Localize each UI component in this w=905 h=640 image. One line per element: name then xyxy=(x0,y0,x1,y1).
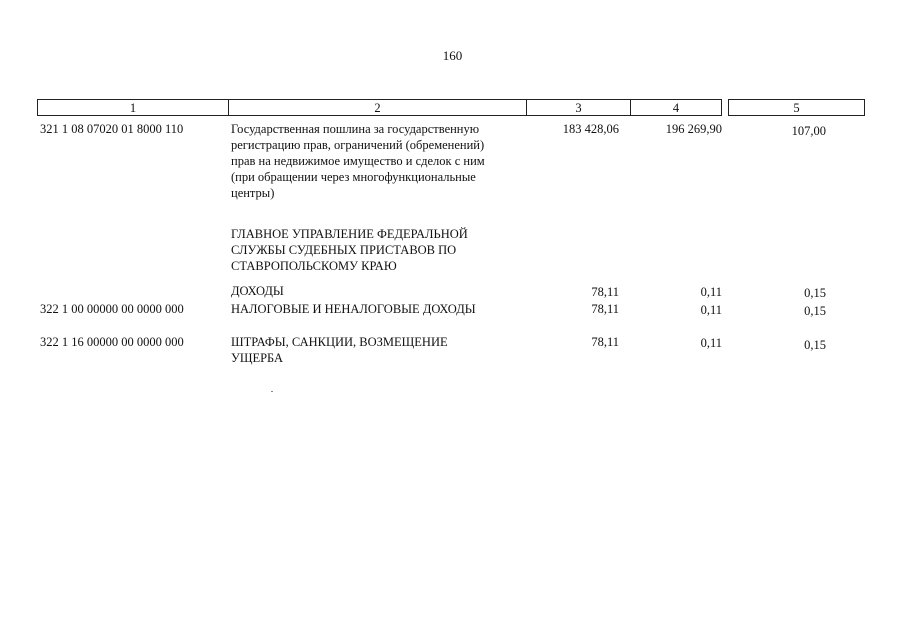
row-value-col4: 0,11 xyxy=(700,285,722,299)
page-number: 160 xyxy=(442,48,463,63)
row-name xyxy=(231,226,521,274)
row-value-col4: 0,11 xyxy=(700,336,722,350)
header-col-5: 5 xyxy=(728,99,865,116)
table-header xyxy=(37,99,865,116)
row-value-col5: 0,15 xyxy=(804,304,826,318)
row-code: 322 1 00 00000 00 0000 000 xyxy=(40,302,184,316)
row-name-line: прав на недвижимое имущество и сделок с ним xyxy=(231,154,485,168)
row-name xyxy=(231,301,521,317)
row-name-line: (при обращении через многофункциональные xyxy=(231,170,476,184)
scan-speck xyxy=(271,391,273,392)
row-name-line: УЩЕРБА xyxy=(231,351,284,365)
row-code: 321 1 08 07020 01 8000 110 xyxy=(40,122,184,136)
row-value-col3: 78,11 xyxy=(591,335,619,349)
row-value-col3: 78,11 xyxy=(591,285,619,299)
row-value-col4: 0,11 xyxy=(700,303,722,317)
row-value-col4: 196 269,90 xyxy=(665,122,722,136)
header-col-3: 3 xyxy=(526,99,631,116)
row-value-col5: 0,15 xyxy=(804,286,826,300)
row-name-line: Государственная пошлина за государственную xyxy=(231,122,480,136)
row-code: 322 1 16 00000 00 0000 000 xyxy=(40,335,184,349)
row-name-line: НАЛОГОВЫЕ И НЕНАЛОГОВЫЕ ДОХОДЫ xyxy=(231,302,476,316)
row-name-line: центры) xyxy=(231,186,275,200)
row-name-line: СЛУЖБЫ СУДЕБНЫХ ПРИСТАВОВ ПО xyxy=(231,243,457,257)
row-name xyxy=(231,334,521,366)
row-value-col3: 183 428,06 xyxy=(562,122,619,136)
row-name-line: ГЛАВНОЕ УПРАВЛЕНИЕ ФЕДЕРАЛЬНОЙ xyxy=(231,227,468,241)
row-name-line: регистрацию прав, ограничений (обременений) xyxy=(231,138,485,152)
header-col-1: 1 xyxy=(37,99,229,116)
row-name-line: СТАВРОПОЛЬСКОМУ КРАЮ xyxy=(231,259,397,273)
row-name-line: ДОХОДЫ xyxy=(231,284,284,298)
row-name xyxy=(231,283,521,299)
header-col-4: 4 xyxy=(630,99,722,116)
row-name-line: ШТРАФЫ, САНКЦИИ, ВОЗМЕЩЕНИЕ xyxy=(231,335,448,349)
row-name xyxy=(231,121,521,201)
header-col-2: 2 xyxy=(228,99,527,116)
row-value-col3: 78,11 xyxy=(591,302,619,316)
row-value-col5: 107,00 xyxy=(791,124,826,138)
row-value-col5: 0,15 xyxy=(804,338,826,352)
